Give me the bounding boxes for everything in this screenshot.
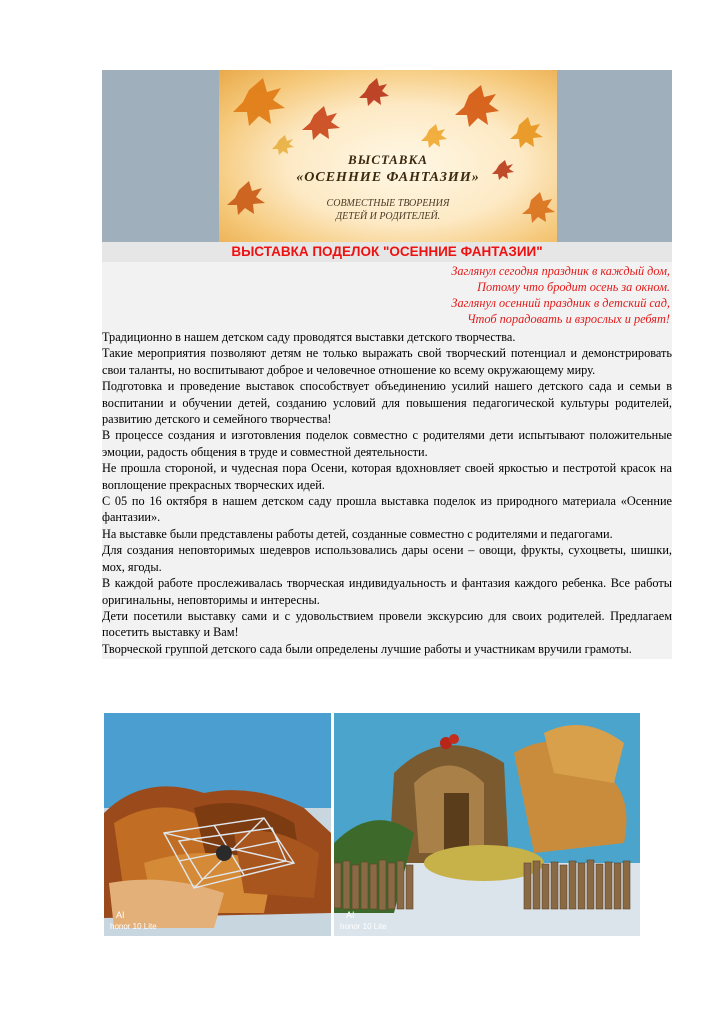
paragraph: Творческой группой детского сада были определены лучшие работы и участникам вручили грамоты. bbox=[102, 641, 632, 656]
banner-area bbox=[102, 70, 672, 242]
banner-caption-2: ДЕТЕЙ И РОДИТЕЛЕЙ. bbox=[335, 211, 441, 222]
banner-caption-1: СОВМЕСТНЫЕ ТВОРЕНИЯ bbox=[326, 198, 450, 209]
article bbox=[102, 70, 672, 659]
paragraph: Подготовка и проведение выставок способствует объединению усилий нашего детского сада и семьи в воспитании и обучении детей, созданию условий для повышения педагогической культуры родителей, развитию детского и семейного творчества! bbox=[102, 379, 672, 427]
watermark-ai: AI bbox=[116, 910, 125, 920]
paragraph: Для создания неповторимых шедевров использовались дары осени – овощи, фрукты, сухоцветы, шишки, мох, ягоды. bbox=[102, 543, 672, 574]
watermark-ai: AI bbox=[346, 910, 355, 920]
banner-subheading: «ОСЕННИЕ ФАНТАЗИИ» bbox=[296, 170, 480, 185]
paragraph: Традиционно в нашем детском саду проводятся выставки детского творчества. bbox=[102, 330, 516, 344]
poem bbox=[102, 262, 672, 327]
banner-heading: ВЫСТАВКА bbox=[348, 152, 428, 167]
page-title: ВЫСТАВКА ПОДЕЛОК "ОСЕННИЕ ФАНТАЗИИ" bbox=[102, 242, 672, 262]
poem-line: Заглянул сегодня праздник в каждый дом, bbox=[451, 264, 670, 278]
paragraph: В каждой работе прослеживалась творческая индивидуальность и фантазия каждого ребенка. Все работы оригинальны, неповторимы и интересны. bbox=[102, 576, 672, 607]
banner-image bbox=[219, 70, 557, 242]
paragraph: Такие мероприятия позволяют детям не только выражать свой творческий потенциал и демонстрировать свои таланты, но воспитывают доброе и человечное отношение ко всему окружающему миру. bbox=[102, 346, 672, 377]
poem-line: Чтоб порадовать и взрослых и ребят! bbox=[467, 312, 670, 326]
photo-house-craft bbox=[334, 713, 640, 936]
paragraph: Дети посетили выставку сами и с удовольствием провели экскурсию для своих родителей. Предлагаем посетить выставку и Вам! bbox=[102, 608, 672, 640]
paragraph: На выставке были представлены работы детей, созданные совместно с родителями и педагогами. bbox=[102, 526, 613, 541]
paragraph: Не прошла стороной, и чудесная пора Осени, которая вдохновляет своей яркостью и пестротой красок на воплощение прекрасных творческих идей. bbox=[102, 461, 672, 492]
photo-leaf-craft bbox=[104, 713, 331, 936]
poem-line: Потому что бродит осень за окном. bbox=[477, 280, 670, 294]
article-body bbox=[102, 327, 672, 659]
paragraph: С 05 по 16 октября в нашем детском саду прошла выставка поделок из природного материала «Осенние фантазии». bbox=[102, 494, 672, 525]
paragraph: В процессе создания и изготовления поделок совместно с родителями дети испытывают положительные эмоции, радость общения в труде и совместной деятельности. bbox=[102, 428, 672, 459]
poem-line: Заглянул осенний праздник в детский сад, bbox=[451, 296, 670, 310]
watermark-text: honor 10 Lite bbox=[340, 922, 387, 931]
watermark-text: honor 10 Lite bbox=[110, 922, 157, 931]
